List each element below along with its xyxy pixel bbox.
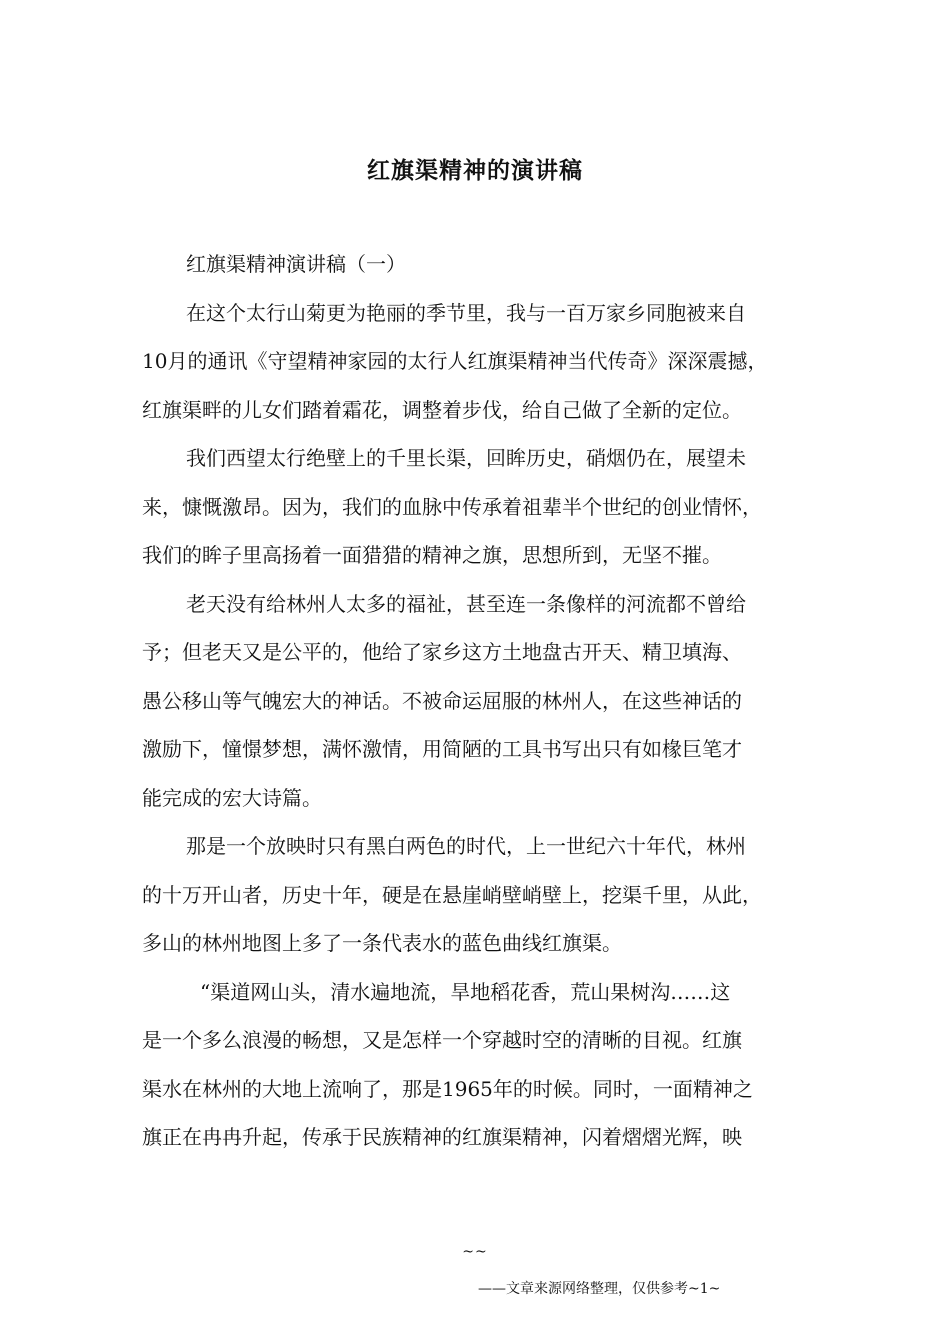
text-line: “渠道网山头，清水遍地流，旱地稻花香，荒山果树沟……这 [200,979,731,1004]
text-line: 愚公移山等气魄宏大的神话。不被命运屈服的林州人，在这些神话的 [142,688,742,713]
document-body [142,240,818,1162]
text-line: 予；但老天又是公平的，他给了家乡这方土地盘古开天、精卫填海、 [142,640,742,664]
section-heading: 红旗渠精神演讲稿（一） [186,252,406,276]
text-line: 多山的林州地图上多了一条代表水的蓝色曲线红旗渠。 [142,931,622,955]
text-line: 旗正在冉冉升起，传承于民族精神的红旗渠精神，闪着熠熠光辉，映 [142,1125,742,1149]
text-line: 红旗渠畔的儿女们踏着霜花，调整着步伐，给自己做了全新的定位。 [142,397,742,422]
text-line: 老天没有给林州人太多的福祉，甚至连一条像样的河流都不曾给 [186,591,746,616]
footer-mark: ~~ [462,1244,488,1260]
text-line: 来，慷慨激昂。因为，我们的血脉中传承着祖辈半个世纪的创业情怀， [142,494,762,519]
text-line: 能完成的宏大诗篇。 [142,785,322,810]
footer-note: ——文章来源网络整理，仅供参考~1~ [478,1281,721,1297]
text-line: 的十万开山者，历史十年，硬是在悬崖峭壁峭壁上，挖渠千里，从此， [142,882,762,907]
text-line: 我们的眸子里高扬着一面猎猎的精神之旗，思想所到，无坚不摧。 [142,543,722,567]
text-line: 10月的通讯《守望精神家园的太行人红旗渠精神当代传奇》深深震撼， [142,349,768,373]
text-line: 我们西望太行绝壁上的千里长渠，回眸历史，硝烟仍在，展望未 [186,446,746,470]
text-line: 渠水在林州的大地上流响了，那是1965年的时候。同时，一面精神之 [142,1076,753,1101]
text-line: 是一个多么浪漫的畅想，又是怎样一个穿越时空的清晰的目视。红旗 [142,1028,742,1052]
document-title: 红旗渠精神的演讲稿 [367,158,583,184]
text-line: 激励下，憧憬梦想，满怀激情，用简陋的工具书写出只有如椽巨笔才 [142,737,742,761]
text-line: 那是一个放映时只有黑白两色的时代，上一世纪六十年代，林州 [186,834,746,858]
text-line: 在这个太行山菊更为艳丽的季节里，我与一百万家乡同胞被来自 [186,300,746,325]
